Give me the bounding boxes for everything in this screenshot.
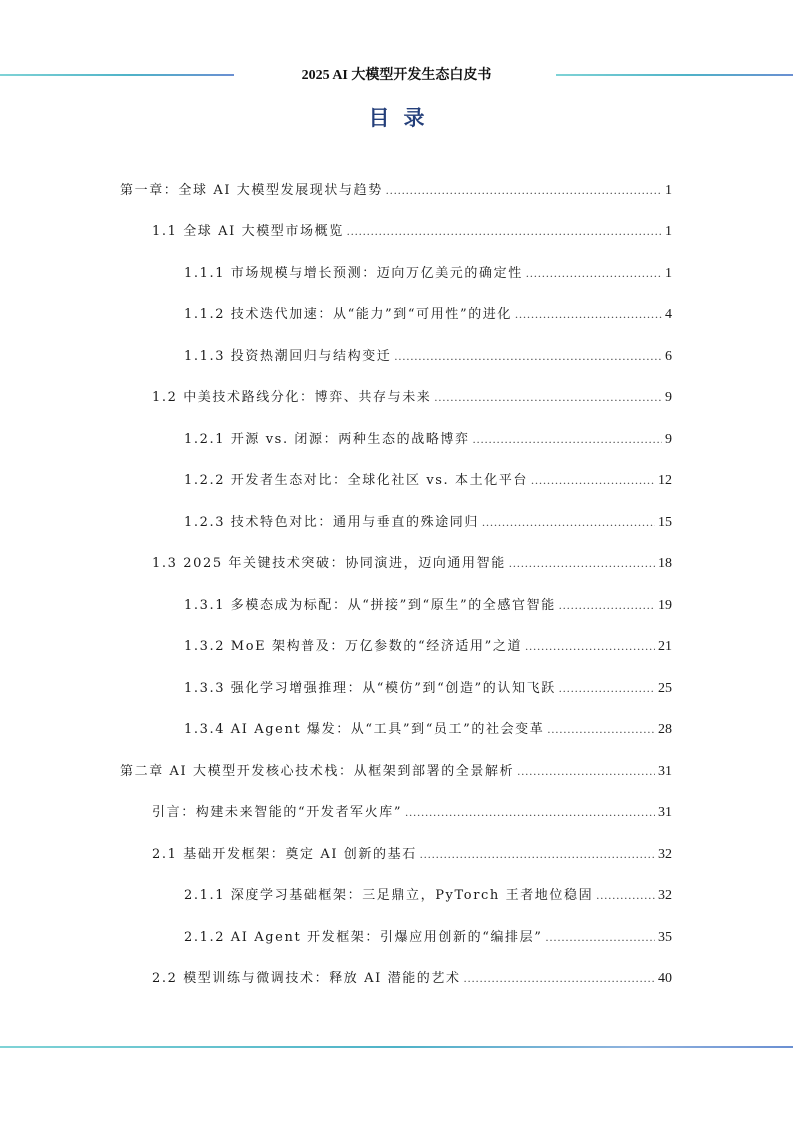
toc-entry-page: 9 xyxy=(665,390,672,405)
toc-entry-page: 9 xyxy=(665,432,672,447)
toc-entry-page: 31 xyxy=(658,805,672,820)
toc-entry-label: 1.2 中美技术路线分化：博弈、共存与未来 xyxy=(152,390,432,405)
dot-leader xyxy=(525,636,655,656)
toc-entry[interactable] xyxy=(184,595,672,615)
toc-entry[interactable] xyxy=(184,927,672,947)
toc-entry-page: 31 xyxy=(658,764,672,779)
toc-entry[interactable] xyxy=(120,761,672,781)
dot-leader xyxy=(482,512,655,532)
dot-leader xyxy=(473,429,662,449)
toc-entry-label: 1.2.1 开源 vs. 闭源：两种生态的战略博弈 xyxy=(184,432,470,447)
toc-entry-page: 18 xyxy=(658,556,672,571)
dot-leader xyxy=(405,802,655,822)
toc-entry[interactable] xyxy=(120,180,672,200)
header-line-right xyxy=(556,74,793,76)
dot-leader xyxy=(509,553,655,573)
toc-entry[interactable] xyxy=(152,802,672,822)
toc-entry-label: 1.3.4 AI Agent 爆发：从“工具”到“员工”的社会变革 xyxy=(184,722,545,737)
dot-leader xyxy=(531,470,655,490)
toc-entry[interactable] xyxy=(184,885,672,905)
toc-entry-label: 2.1.1 深度学习基础框架：三足鼎立，PyTorch 王者地位稳固 xyxy=(184,888,594,903)
dot-leader xyxy=(347,221,662,241)
dot-leader xyxy=(394,346,662,366)
dot-leader xyxy=(559,595,655,615)
dot-leader xyxy=(464,968,655,988)
dot-leader xyxy=(596,885,655,905)
toc-entry-label: 引言：构建未来智能的“开发者军火库” xyxy=(152,805,403,820)
toc-title: 目录 xyxy=(368,105,439,130)
toc-entry-page: 35 xyxy=(658,930,672,945)
toc-entry[interactable] xyxy=(184,719,672,739)
toc-entry[interactable] xyxy=(152,553,672,573)
toc-entry-label: 2.1 基础开发框架：奠定 AI 创新的基石 xyxy=(152,847,417,862)
toc-entry-page: 25 xyxy=(658,681,672,696)
toc-entry-page: 21 xyxy=(658,639,672,654)
toc-entry-label: 1.1.3 投资热潮回归与结构变迁 xyxy=(184,349,392,364)
dot-leader xyxy=(559,678,655,698)
toc-entry[interactable] xyxy=(184,263,672,283)
toc-entry-label: 1.2.3 技术特色对比：通用与垂直的殊途同归 xyxy=(184,515,480,530)
dot-leader xyxy=(515,304,662,324)
toc-entry-label: 2.1.2 AI Agent 开发框架：引爆应用创新的“编排层” xyxy=(184,930,543,945)
toc-entry-label: 1.2.2 开发者生态对比：全球化社区 vs. 本土化平台 xyxy=(184,473,529,488)
toc-entry-page: 1 xyxy=(665,183,672,198)
dot-leader xyxy=(547,719,655,739)
toc-entry-page: 6 xyxy=(665,349,672,364)
dot-leader xyxy=(434,387,662,407)
toc-entry-label: 1.3.1 多模态成为标配：从“拼接”到“原生”的全感官智能 xyxy=(184,598,556,613)
toc-entry-label: 第二章 AI 大模型开发核心技术栈：从框架到部署的全景解析 xyxy=(120,764,515,779)
toc-entry-page: 28 xyxy=(658,722,672,737)
toc-entry-page: 1 xyxy=(665,224,672,239)
toc-entry-label: 1.1.2 技术迭代加速：从“能力”到“可用性”的进化 xyxy=(184,307,512,322)
dot-leader xyxy=(526,263,662,283)
toc-entry[interactable] xyxy=(184,429,672,449)
toc-entry[interactable] xyxy=(184,304,672,324)
toc-entry-page: 12 xyxy=(658,473,672,488)
toc-entry[interactable] xyxy=(184,678,672,698)
toc-entry[interactable] xyxy=(152,387,672,407)
toc-entry[interactable] xyxy=(184,470,672,490)
toc-entry-page: 4 xyxy=(665,307,672,322)
toc-entry-page: 32 xyxy=(658,888,672,903)
toc-entry[interactable] xyxy=(152,844,672,864)
toc-entry-label: 2.2 模型训练与微调技术：释放 AI 潜能的艺术 xyxy=(152,971,461,986)
toc-entry[interactable] xyxy=(184,346,672,366)
toc-entry[interactable] xyxy=(184,512,672,532)
toc-entry-page: 40 xyxy=(658,971,672,986)
dot-leader xyxy=(546,927,656,947)
dot-leader xyxy=(420,844,655,864)
toc-entry-label: 1.3 2025 年关键技术突破：协同演进，迈向通用智能 xyxy=(152,556,506,571)
toc-entry[interactable] xyxy=(152,968,672,988)
toc-entry-page: 1 xyxy=(665,266,672,281)
toc-entry[interactable] xyxy=(152,221,672,241)
toc-entry[interactable] xyxy=(184,636,672,656)
dot-leader xyxy=(386,180,662,200)
toc-entry-page: 15 xyxy=(658,515,672,530)
dot-leader xyxy=(517,761,655,781)
footer-line xyxy=(0,1046,793,1048)
header-title: 2025 AI 大模型开发生态白皮书 xyxy=(301,68,492,83)
toc-entry-page: 19 xyxy=(658,598,672,613)
toc-entry-label: 1.1 全球 AI 大模型市场概览 xyxy=(152,224,344,239)
toc-entry-label: 1.3.3 强化学习增强推理：从“模仿”到“创造”的认知飞跃 xyxy=(184,681,556,696)
toc-entry-label: 第一章：全球 AI 大模型发展现状与趋势 xyxy=(120,183,383,198)
toc-entry-page: 32 xyxy=(658,847,672,862)
toc-entry-label: 1.3.2 MoE 架构普及：万亿参数的“经济适用”之道 xyxy=(184,639,523,654)
toc-entry-label: 1.1.1 市场规模与增长预测：迈向万亿美元的确定性 xyxy=(184,266,523,281)
